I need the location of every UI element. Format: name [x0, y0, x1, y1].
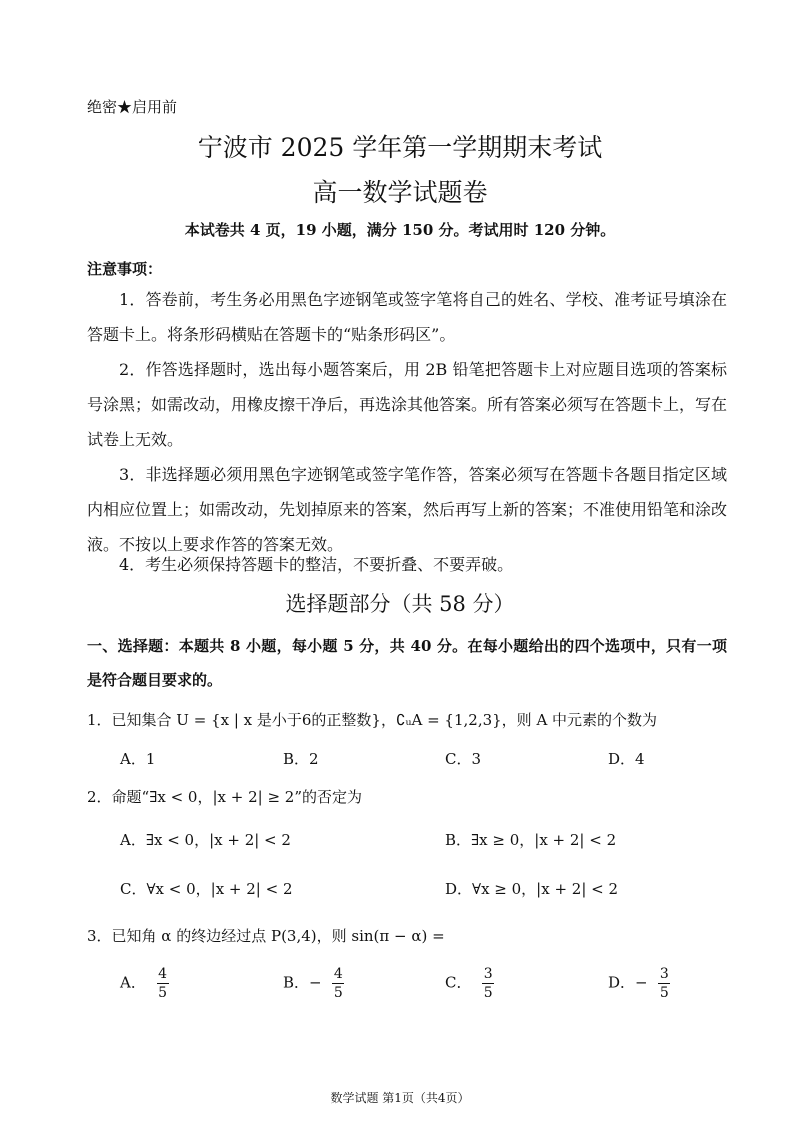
question-3-option-d — [608, 966, 670, 1001]
notice-item-3: 3．非选择题必须用黑色字迹钢笔或签字笔作答，答案必须写在答题卡各题目指定区域内相应位置上；如需改动，先划掉原来的答案，然后再写上新的答案；不准使用铅笔和涂改液。不按以上要求作答的答案无效。 — [87, 465, 728, 554]
notice-item-2: 2．作答选择题时，选出每小题答案后，用 2B 铅笔把答题卡上对应题目选项的答案标号涂黑；如需改动，用橡皮擦干净后，再选涂其他答案。所有答案必须写在答题卡上，写在试卷上无效。 — [87, 360, 728, 449]
exam-subtitle: 高一数学试题卷 — [312, 178, 488, 207]
option-label: D． — [608, 973, 636, 992]
fraction-numerator: 4 — [333, 966, 343, 982]
question-3-option-b — [283, 966, 344, 1001]
option-label: A． — [120, 973, 146, 992]
question-2-stem: 2．命题“∃x < 0，|x + 2| ≥ 2”的否定为 — [87, 788, 362, 806]
question-1-option-a: A．1 — [120, 750, 156, 768]
question-3-stem: 3．已知角 α 的终边经过点 P(3,4)，则 sin(π − α) = — [87, 927, 445, 945]
question-1-option-c: C．3 — [445, 750, 482, 768]
fraction — [157, 966, 169, 1001]
confidential-label: 绝密★启用前 — [87, 98, 178, 116]
question-3-option-a — [120, 966, 169, 1001]
fraction — [658, 966, 670, 1001]
question-2-option-a: A．∃x < 0，|x + 2| < 2 — [120, 831, 291, 849]
option-sign: − — [635, 973, 648, 992]
question-1-option-d: D．4 — [608, 750, 645, 768]
option-label: B． — [283, 973, 310, 992]
fraction-denominator: 5 — [483, 985, 493, 1001]
question-1-stem: 1．已知集合 U = {x | x 是小于6的正整数}，∁ᵤA = {1,2,3}，则 A 中元素的个数为 — [87, 711, 658, 729]
question-2-option-c: C．∀x < 0，|x + 2| < 2 — [120, 880, 293, 898]
notice-heading: 注意事项： — [87, 260, 163, 278]
notice-item-1: 1．答卷前，考生务必用黑色字迹钢笔或签字笔将自己的姓名、学校、准考证号填涂在答题卡上。将条形码横贴在答题卡的“贴条形码区”。 — [87, 290, 727, 344]
page-footer: 数学试题 第1页（共4页） — [330, 1091, 470, 1105]
fraction-denominator: 5 — [333, 985, 343, 1001]
question-2-option-b: B．∃x ≥ 0，|x + 2| < 2 — [445, 831, 617, 849]
fraction-numerator: 4 — [158, 966, 168, 982]
fraction — [332, 966, 344, 1001]
fraction-denominator: 5 — [659, 985, 669, 1001]
fraction-bar — [332, 983, 344, 984]
fraction-numerator: 3 — [659, 966, 669, 982]
fraction-bar — [157, 983, 169, 984]
question-3-option-c — [445, 966, 494, 1001]
notice-item-4: 4．考生必须保持答题卡的整洁，不要折叠、不要弄破。 — [119, 555, 514, 574]
exam-info: 本试卷共 4 页，19 小题，满分 150 分。考试用时 120 分钟。 — [184, 221, 616, 239]
option-sign: − — [309, 973, 322, 992]
option-label: C． — [445, 973, 472, 992]
fraction — [482, 966, 494, 1001]
fraction-numerator: 3 — [483, 966, 493, 982]
fraction-bar — [482, 983, 494, 984]
section-intro: 一、选择题：本题共 8 小题，每小题 5 分，共 40 分。在每小题给出的四个选项中，只有一项是符合题目要求的。 — [87, 637, 727, 689]
fraction-bar — [658, 983, 670, 984]
question-2-option-d: D．∀x ≥ 0，|x + 2| < 2 — [445, 880, 619, 898]
fraction-denominator: 5 — [158, 985, 168, 1001]
section-title: 选择题部分（共 58 分） — [285, 592, 515, 616]
exam-title: 宁波市 2025 学年第一学期期末考试 — [197, 133, 603, 162]
question-1-option-b: B．2 — [283, 750, 319, 768]
